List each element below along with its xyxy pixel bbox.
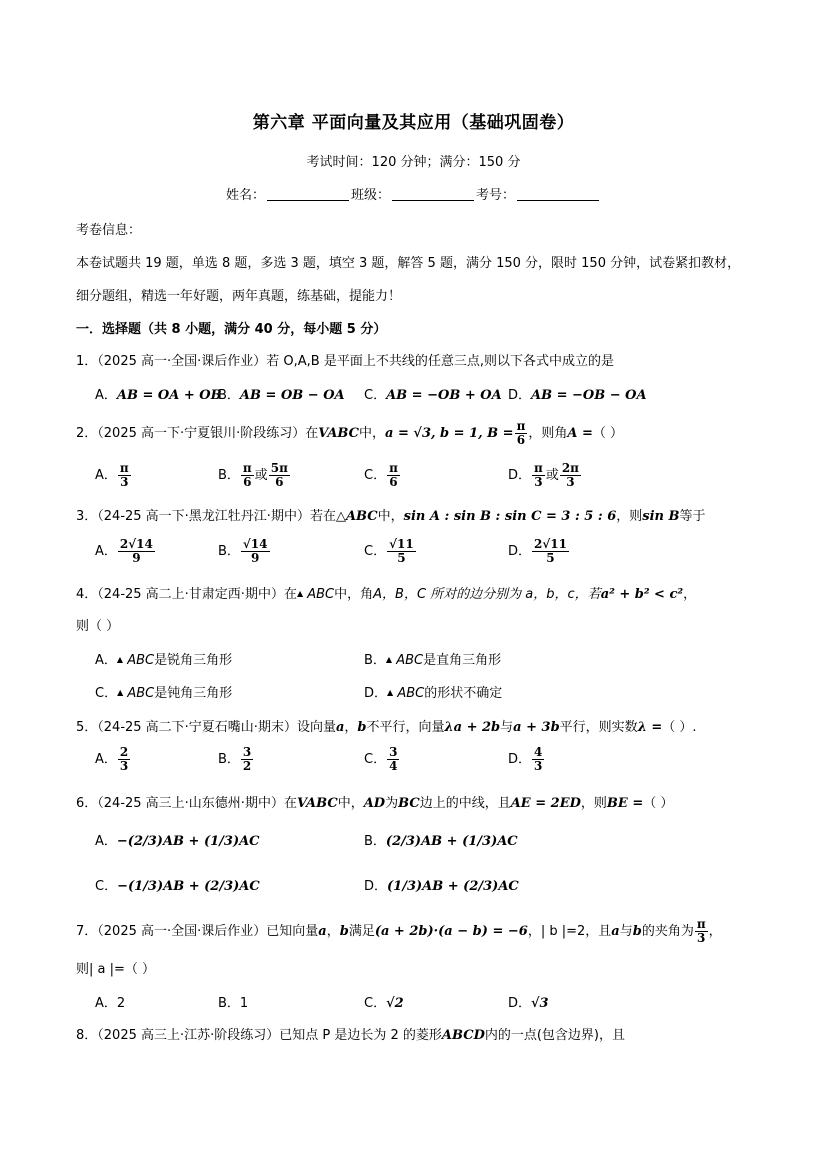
q4-option-d: D．▲ ABC的形状不确定 bbox=[364, 686, 503, 701]
q2-option-a: A． $\frac{\pi}{3}$ bbox=[95, 461, 129, 489]
q1-option-a: A．AB = OA + OB bbox=[95, 388, 222, 403]
q3-stem: 3．（24-25 高一下·黑龙江牡丹江·期中）若在△ABC中，sin A : sin B : sin C = 3 : 5 : 6，则sin B等于 bbox=[76, 509, 706, 524]
q2-stem: 2．（2025 高一下·宁夏银川·阶段练习）在VABC中，a = √3, b = 1, B = $\frac{\pi}{6}$ ，则角A =（ ） bbox=[76, 419, 624, 447]
student-info-line bbox=[0, 184, 827, 203]
q7-stem: 7．（2025 高一·全国·课后作业）已知向量a，b满足(a + 2b)·(a − b) = −6，| b |=2，且a与b的夹角为 $\frac{\pi}{3}$ ， bbox=[76, 917, 722, 945]
q2-option-c: C． $\frac{\pi}{6}$ bbox=[364, 461, 398, 489]
q1-option-b: B．AB = OB − OA bbox=[218, 388, 345, 403]
q2-option-d: D． $\frac{\pi}{3}$ 或 $\frac{2\pi}{3}$ bbox=[508, 461, 579, 489]
q3-option-d: D． $\frac{2√11}{5}$ bbox=[508, 537, 567, 565]
q4-stem: 4．（24-25 高二上·甘肃定西·期中）在▲ ABC中，角A，B，C 所对的边分别为 a，b，c，若a² + b² < c²， bbox=[76, 587, 697, 602]
q1-stem: 1．（2025 高一·全国·课后作业）若 O,A,B 是平面上不共线的任意三点,则以下各式中成立的是 bbox=[76, 354, 614, 369]
class-label: 班级： bbox=[350, 188, 390, 203]
page-title: 第六章 平面向量及其应用（基础巩固卷） bbox=[252, 113, 575, 133]
q5-option-b: B． $\frac{3}{2}$ bbox=[218, 745, 252, 773]
q6-option-b: B．(2/3)AB + (1/3)AC bbox=[364, 834, 518, 849]
info-line-2: 细分题组，精选一年好题，两年真题，练基础，提能力！ bbox=[76, 289, 402, 304]
q3-option-a: A． $\frac{2√14}{9}$ bbox=[95, 537, 153, 565]
q1-option-c: C．AB = −OB + OA bbox=[364, 388, 502, 403]
q3-option-b: B． $\frac{√14}{9}$ bbox=[218, 537, 268, 565]
info-heading: 考卷信息： bbox=[76, 223, 142, 238]
q4-option-b: B．▲ ABC是直角三角形 bbox=[364, 653, 502, 668]
q6-stem: 6．（24-25 高三上·山东德州·期中）在VABC中，AD为BC边上的中线，且AE = 2ED，则BE =（ ） bbox=[76, 796, 674, 811]
q4-option-a: A．▲ ABC是锐角三角形 bbox=[95, 653, 233, 668]
q1-option-d: D．AB = −OB − OA bbox=[508, 388, 647, 403]
q7-option-b: B．1 bbox=[218, 996, 249, 1011]
q6-option-c: C．−(1/3)AB + (2/3)AC bbox=[95, 879, 260, 894]
number-blank bbox=[517, 188, 599, 201]
info-line-1: 本卷试题共 19 题，单选 8 题，多选 3 题，填空 3 题，解答 5 题，满分 150 分，限时 150 分钟，试卷紧扣教材， bbox=[76, 256, 741, 271]
q3-option-c: C． $\frac{√11}{5}$ bbox=[364, 537, 414, 565]
q2-option-b: B． $\frac{\pi}{6}$ 或 $\frac{5\pi}{6}$ bbox=[218, 461, 288, 489]
name-blank bbox=[267, 188, 349, 201]
name-label: 姓名： bbox=[225, 188, 265, 203]
class-blank bbox=[392, 188, 474, 201]
q5-option-d: D． $\frac{4}{3}$ bbox=[508, 745, 543, 773]
q4-then: 则（ ） bbox=[76, 619, 120, 634]
q7-option-c: C．√2 bbox=[364, 996, 404, 1011]
q5-option-c: C． $\frac{3}{4}$ bbox=[364, 745, 398, 773]
q6-option-a: A．−(2/3)AB + (1/3)AC bbox=[95, 834, 260, 849]
q5-stem: 5．（24-25 高二下·宁夏石嘴山·期末）设向量a，b不平行，向量λa + 2b与a + 3b平行，则实数λ =（ ）. bbox=[76, 720, 697, 735]
q7-option-d: D．√3 bbox=[508, 996, 549, 1011]
exam-time-score: 考试时间：120 分钟；满分：150 分 bbox=[306, 155, 521, 170]
q7-then: 则| a |=（ ） bbox=[76, 962, 156, 977]
q6-option-d: D．(1/3)AB + (2/3)AC bbox=[364, 879, 519, 894]
q5-option-a: A． $\frac{2}{3}$ bbox=[95, 745, 129, 773]
number-label: 考号： bbox=[476, 188, 516, 203]
q7-option-a: A．2 bbox=[95, 996, 126, 1011]
q8-stem: 8．（2025 高三上·江苏·阶段练习）已知点 P 是边长为 2 的菱形ABCD内的一点(包含边界)，且 bbox=[76, 1028, 625, 1043]
section-heading: 一．选择题（共 8 小题，满分 40 分，每小题 5 分） bbox=[76, 322, 387, 337]
q4-option-c: C．▲ ABC是钝角三角形 bbox=[95, 686, 233, 701]
